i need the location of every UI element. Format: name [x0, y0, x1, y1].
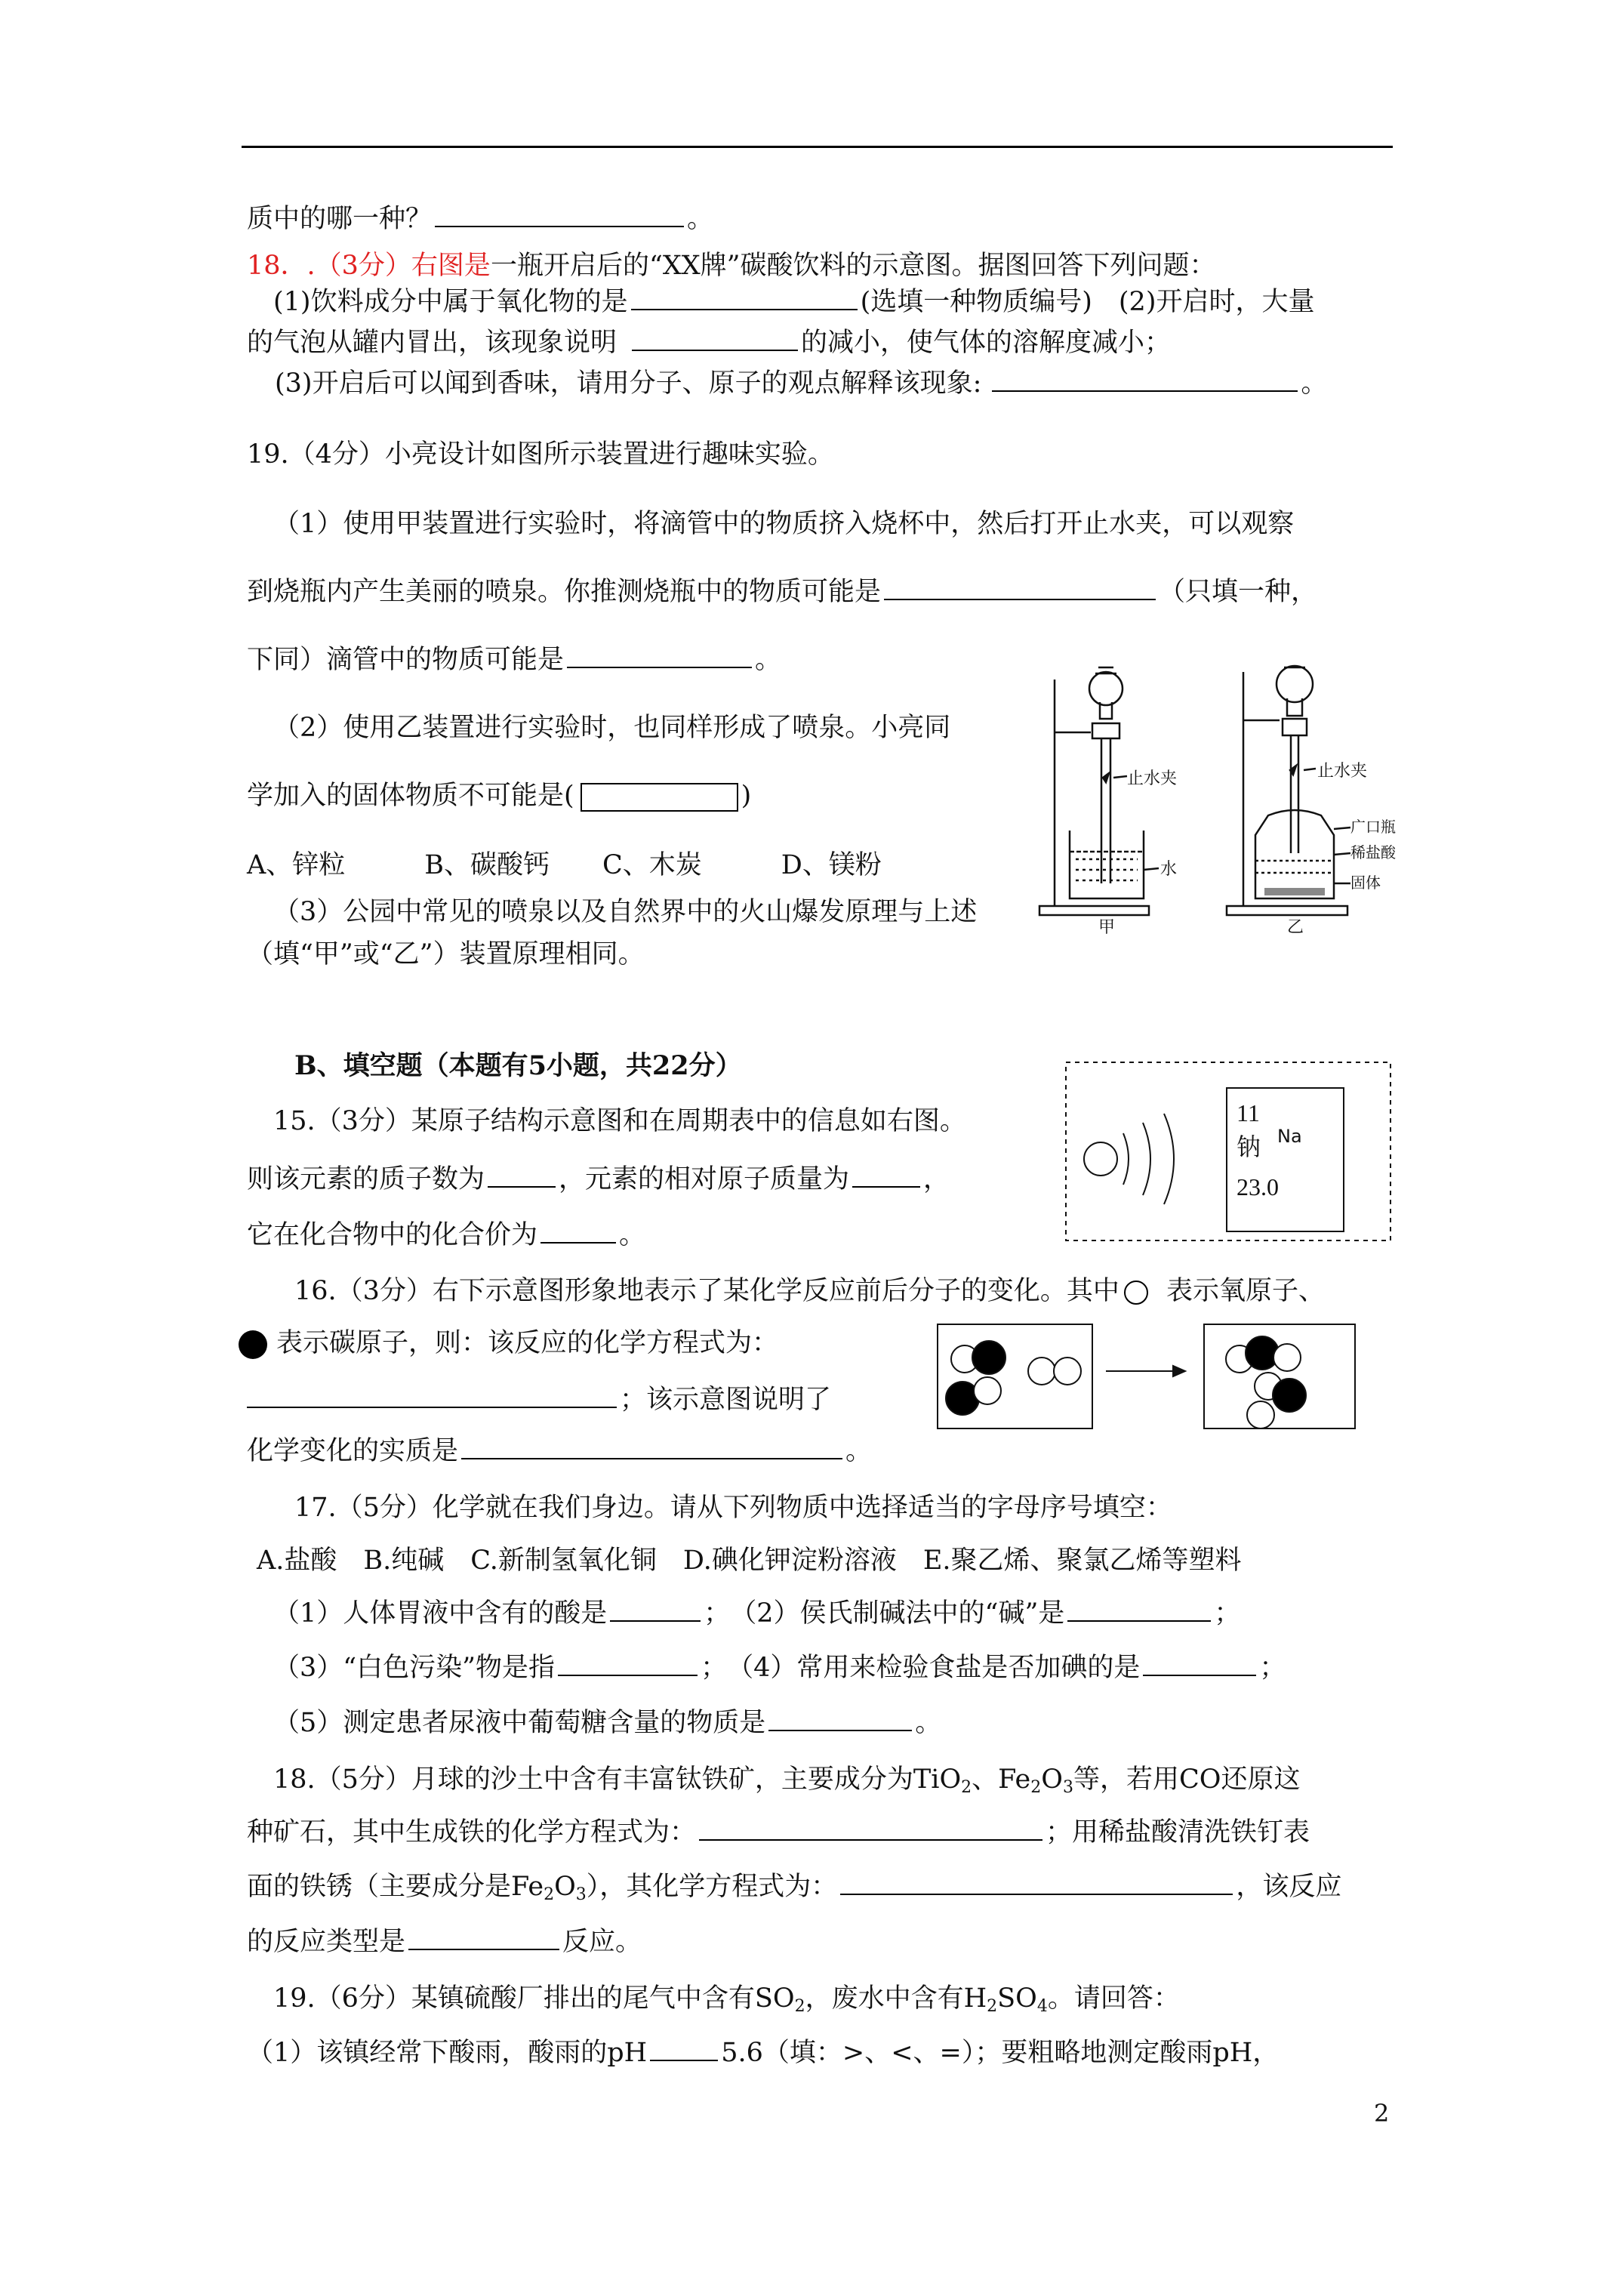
blank-field[interactable]	[631, 286, 858, 310]
fountain-apparatus-figure	[1038, 657, 1396, 937]
q18b-line-2: 种矿石，其中生成铁的化学方程式为： ；用稀盐酸清洗铁钉表	[247, 1817, 1310, 1848]
blank-field[interactable]	[610, 1598, 701, 1622]
q18b-line-4: 的反应类型是 反应。	[247, 1927, 642, 1957]
label-yi: 乙	[1287, 918, 1304, 937]
blank-field[interactable]	[768, 1707, 912, 1731]
q19b-line-1: 19.（6分）某镇硫酸厂排出的尾气中含有$SO_2$，废水中含有$H_2SO_4$。请回答：	[273, 1983, 1180, 2016]
q18-line-3: (3)开启后可以闻到香味，请用分子、原子的观点解释该现象: 。	[275, 368, 1328, 399]
q19-line-3: 下同）滴管中的物质可能是 。	[247, 645, 782, 675]
element-name: 钠	[1236, 1133, 1261, 1161]
oxygen-atom-icon	[1124, 1281, 1148, 1305]
label-jar: 广口瓶	[1350, 818, 1396, 836]
q16-line-2: 表示碳原子，则：该反应的化学方程式为：	[239, 1327, 778, 1360]
q18-line-2: 的气泡从罐内冒出，该现象说明 的减小，使气体的溶解度减小；	[247, 328, 1172, 358]
q15-line-2: 则该元素的质子数为 ，元素的相对原子质量为 ，	[247, 1164, 950, 1194]
blank-field[interactable]	[650, 2037, 718, 2061]
blank-field[interactable]	[1143, 1652, 1256, 1676]
flask-a	[1089, 672, 1123, 705]
q19-line-6: （3）公园中常见的喷泉以及自然界中的火山爆发原理与上述	[273, 897, 978, 927]
blank-field[interactable]	[852, 1163, 920, 1188]
blank-field[interactable]	[435, 203, 684, 227]
q18-header: 18．.（3分）右图是一瓶开启后的“XX牌”碳酸饮料的示意图。据图回答下列问题：	[247, 251, 1216, 281]
q18b-line-3: 面的铁锈（主要成分是$Fe_2O_3$），其化学方程式为： ，该反应	[247, 1872, 1342, 1904]
beaker-a	[1070, 831, 1144, 898]
q19-line-5: 学加入的固体物质不可能是( )	[247, 781, 752, 811]
q19-options: A、锌粒 B、碳酸钙 C、木炭 D、镁粉	[247, 850, 882, 880]
blank-field[interactable]	[699, 1817, 1042, 1841]
blank-field[interactable]	[408, 1926, 559, 1950]
blank-field[interactable]	[632, 327, 798, 351]
blank-field[interactable]	[1067, 1598, 1211, 1622]
blank-field[interactable]	[488, 1163, 556, 1188]
q16-line-3: ；该示意图说明了	[247, 1383, 831, 1416]
label-clamp-b: 止水夹	[1317, 762, 1368, 781]
q19b-line-2: （1）该镇经常下酸雨，酸雨的pH 5.6（填：>、<、=）；要粗略地测定酸雨pH，	[247, 2038, 1280, 2068]
atomic-number: 11	[1236, 1099, 1260, 1126]
q17-line-2: （3）“白色污染”物是指 ； （4）常用来检验食盐是否加碘的是 ；	[273, 1653, 1286, 1683]
label-clamp-a: 止水夹	[1127, 769, 1178, 788]
header-rule	[242, 146, 1393, 148]
blank-field[interactable]	[540, 1219, 616, 1244]
q16-line-4: 化学变化的实质是 。	[247, 1436, 873, 1466]
blank-field[interactable]	[558, 1652, 698, 1676]
atomic-mass: 23.0	[1236, 1173, 1279, 1200]
q17-line-3: （5）测定患者尿液中葡萄糖含量的物质是 。	[273, 1708, 942, 1738]
stand-base-b	[1227, 906, 1347, 915]
label-jia: 甲	[1098, 918, 1116, 937]
flask-b	[1277, 666, 1313, 702]
page-number: 2	[1374, 2099, 1390, 2128]
stand-base-a	[1039, 906, 1149, 915]
q19-line-7: （填“甲”或“乙”）装置原理相同。	[247, 939, 645, 969]
q19-header: 19.（4分）小亮设计如图所示装置进行趣味实验。	[247, 439, 834, 470]
answer-box[interactable]	[581, 783, 738, 812]
blank-field[interactable]	[247, 1384, 617, 1408]
blank-field[interactable]	[992, 368, 1298, 392]
q16-line-1: 16.（3分）右下示意图形象地表示了某化学反应前后分子的变化。其中 表示氧原子、	[294, 1276, 1325, 1306]
q19-line-2: 到烧瓶内产生美丽的喷泉。你推测烧瓶中的物质可能是 （只填一种，	[247, 577, 1318, 607]
element-symbol: Na	[1277, 1126, 1302, 1147]
blank-field[interactable]	[461, 1435, 842, 1459]
q19-line-4: （2）使用乙装置进行实验时，也同样形成了喷泉。小亮同	[273, 713, 951, 743]
products-box	[1204, 1324, 1355, 1428]
label-solid: 固体	[1350, 874, 1381, 892]
q18b-line-1: 18.（5分）月球的沙土中含有丰富钛铁矿，主要成分为TiO$_2$、$Fe_2O_3$等，若用CO还原这	[273, 1764, 1301, 1797]
jar-b	[1255, 810, 1334, 898]
q19-line-1: （1）使用甲装置进行实验时，将滴管中的物质挤入烧杯中，然后打开止水夹，可以观察	[273, 509, 1295, 539]
label-acid: 稀盐酸	[1350, 843, 1396, 861]
carbon-atom-icon	[239, 1330, 267, 1359]
q18-line-1: (1)饮料成分中属于氧化物的是 (选填一种物质编号) (2)开启时，大量	[273, 287, 1315, 317]
label-water: 水	[1160, 860, 1178, 879]
q15-line-3: 它在化合物中的化合价为 。	[247, 1220, 646, 1250]
q17-line-1: （1）人体胃液中含有的酸是 ； （2）侯氏制碱法中的“碱”是 ；	[273, 1598, 1241, 1629]
blank-field[interactable]	[840, 1871, 1233, 1895]
q17-options: A.盐酸 B.纯碱 C.新制氢氧化铜 D.碘化钾淀粉溶液 E.聚乙烯、聚氯乙烯等塑料	[257, 1546, 1242, 1576]
section-b-title: B、填空题（本题有5小题，共22分）	[294, 1050, 742, 1081]
q15-line-1: 15.（3分）某原子结构示意图和在周期表中的信息如右图。	[273, 1106, 966, 1136]
blank-field[interactable]	[567, 644, 752, 668]
atom-info-figure	[1064, 1061, 1393, 1242]
reaction-diagram	[936, 1321, 1359, 1435]
line-1: 质中的哪一种？ 。	[247, 204, 714, 234]
blank-field[interactable]	[884, 576, 1156, 600]
q17-header: 17.（5分）化学就在我们身边。请从下列物质中选择适当的字母序号填空：	[294, 1493, 1172, 1523]
nucleus	[1084, 1142, 1117, 1176]
